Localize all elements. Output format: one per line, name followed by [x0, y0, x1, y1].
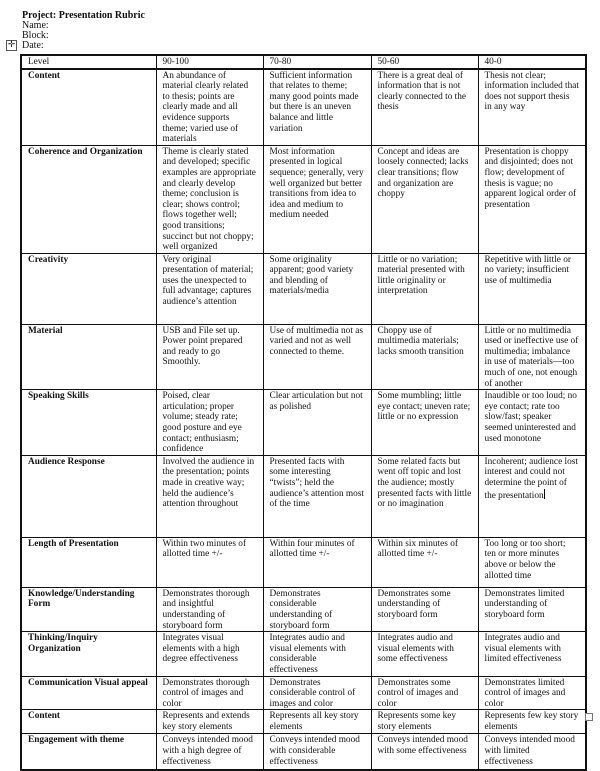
rubric-cell[interactable]: Repetitive with little or no variety; insufficient use of multimedia [478, 253, 586, 324]
rubric-cell[interactable]: Little or no variation; material presented with little originality or interpretation [371, 253, 478, 324]
rubric-cell[interactable]: Thesis not clear; information included that does not support thesis in any way [478, 69, 586, 146]
table-row [21, 69, 586, 146]
rubric-cell[interactable]: Most information presented in logical sequence; generally, very well organized but better transitions from idea to idea and medium to medium needed [263, 145, 371, 253]
rubric-table [20, 54, 587, 771]
rubric-cell[interactable]: Integrates audio and visual elements with considerable effectiveness [263, 632, 371, 676]
rubric-cell[interactable]: Presented facts with some interesting “twists”; held the audience’s attention most of the time [263, 455, 371, 537]
rubric-cell[interactable]: Demonstrates considerable control of images and color [263, 676, 371, 710]
table-row [21, 632, 586, 676]
column-header-90-100[interactable]: 90-100 [156, 55, 263, 69]
rubric-cell[interactable]: Demonstrates some control of images and color [371, 676, 478, 710]
rubric-cell[interactable]: Choppy use of multimedia materials; lacks smooth transition [371, 324, 478, 390]
rubric-cell[interactable]: Demonstrates considerable understanding of storyboard form [263, 587, 371, 631]
table-row [21, 455, 586, 537]
table-row [21, 734, 586, 770]
table-row [21, 324, 586, 390]
criterion-cell[interactable]: Engagement with theme [21, 734, 156, 770]
document-title: Project: Presentation Rubric [22, 10, 145, 21]
block-field-label[interactable]: Block: [22, 30, 49, 41]
rubric-cell[interactable]: Little or no multimedia used or ineffective use of multimedia; imbalance in use of materials—too much of one, not enough of another [478, 324, 586, 390]
table-row [21, 676, 586, 710]
column-header-50-60[interactable]: 50-60 [371, 55, 478, 69]
criterion-cell[interactable]: Audience Response [21, 455, 156, 537]
rubric-cell[interactable]: Involved the audience in the presentation; points made in creative way; held the audience’s attention throughout [156, 455, 263, 537]
rubric-cell[interactable]: An abundance of material clearly related to thesis; points are clearly made and all evidence supports theme; varied use of materials [156, 69, 263, 146]
criterion-cell[interactable]: Speaking Skills [21, 390, 156, 456]
document-header [22, 11, 145, 51]
rubric-cell[interactable]: Some originality apparent; good variety and blending of materials/media [263, 253, 371, 324]
rubric-cell[interactable]: Conveys intended mood with some effectiveness [371, 734, 478, 770]
column-header-70-80[interactable]: 70-80 [263, 55, 371, 69]
rubric-cell[interactable]: Represents all key story elements [263, 710, 371, 734]
criterion-cell[interactable]: Knowledge/Understanding Form [21, 587, 156, 631]
rubric-cell[interactable]: There is a great deal of information that is not clearly connected to the thesis [371, 69, 478, 146]
rubric-cell[interactable]: Too long or too short; ten or more minutes above or below the allotted time [478, 537, 586, 587]
table-row [21, 710, 586, 734]
rubric-cell[interactable]: Demonstrates limited control of images and color [478, 676, 586, 710]
criterion-cell[interactable]: Content [21, 69, 156, 146]
rubric-cell[interactable]: Represents some key story elements [371, 710, 478, 734]
table-row [21, 537, 586, 587]
rubric-cell[interactable]: Presentation is choppy and disjointed; does not flow; development of thesis is vague; no apparent logical order of presentation [478, 145, 586, 253]
rubric-cell[interactable]: Theme is clearly stated and developed; specific examples are appropriate and clearly develop theme; conclusion is clear; shows control; flows together well; good transitions; succinct but not choppy; well organized [156, 145, 263, 253]
criterion-cell[interactable]: Content [21, 710, 156, 734]
rubric-cell[interactable]: Demonstrates some understanding of storyboard form [371, 587, 478, 631]
rubric-cell[interactable]: Some mumbling; little eye contact; uneven rate; little or no expression [371, 390, 478, 456]
name-field-label[interactable]: Name: [22, 20, 49, 31]
rubric-cell[interactable]: Conveys intended mood with limited effectiveness [478, 734, 586, 770]
rubric-cell[interactable]: Within four minutes of allotted time +/- [263, 537, 371, 587]
rubric-cell[interactable]: Conveys intended mood with a high degree of effectiveness [156, 734, 263, 770]
rubric-cell[interactable]: Sufficient information that relates to theme; many good points made but there is an uneven balance and little variation [263, 69, 371, 146]
rubric-cell[interactable]: Demonstrates thorough and insightful understanding of storyboard form [156, 587, 263, 631]
date-field-label[interactable]: Date: [22, 40, 44, 51]
rubric-cell[interactable]: Some related facts but went off topic and lost the audience; mostly presented facts with little or no imagination [371, 455, 478, 537]
rubric-cell[interactable]: Within two minutes of allotted time +/- [156, 537, 263, 587]
table-move-handle-icon[interactable]: ✛ [7, 40, 16, 50]
cell-text: Incoherent; audience lost interest and could not determine the point of the presentation [484, 456, 578, 501]
rubric-cell[interactable]: Inaudible or too loud; no eye contact; rate too slow/fast; speaker seemed uninterested and used monotone [478, 390, 586, 456]
rubric-cell[interactable]: Represents few key story elements [478, 710, 586, 734]
criterion-cell[interactable]: Coherence and Organization [21, 145, 156, 253]
table-row [21, 587, 586, 631]
rubric-cell[interactable]: Very original presentation of material; uses the unexpected to full advantage; captures audience’s attention [156, 253, 263, 324]
table-resize-handle-icon[interactable] [585, 713, 593, 721]
rubric-cell[interactable]: Integrates visual elements with a high degree effectiveness [156, 632, 263, 676]
rubric-cell[interactable]: Represents and extends key story elements [156, 710, 263, 734]
criterion-cell[interactable]: Thinking/Inquiry Organization [21, 632, 156, 676]
rubric-cell[interactable]: Concept and ideas are loosely connected; lacks clear transitions; flow and organization are choppy [371, 145, 478, 253]
rubric-cell[interactable]: Conveys intended mood with considerable effectiveness [263, 734, 371, 770]
rubric-cell[interactable] [478, 455, 586, 537]
table-header-row [21, 55, 586, 69]
column-header-level[interactable]: Level [21, 55, 156, 69]
rubric-cell[interactable]: Use of multimedia not as varied and not as well connected to theme. [263, 324, 371, 390]
criterion-cell[interactable]: Material [21, 324, 156, 390]
rubric-cell[interactable]: Poised, clear articulation; proper volume; steady rate; good posture and eye contact; enthusiasm; confidence [156, 390, 263, 456]
table-row [21, 145, 586, 253]
column-header-40-0[interactable]: 40-0 [478, 55, 586, 69]
rubric-cell[interactable]: Integrates audio and visual elements with some effectiveness [371, 632, 478, 676]
table-row [21, 390, 586, 456]
criterion-cell[interactable]: Communication Visual appeal [21, 676, 156, 710]
rubric-cell[interactable]: Clear articulation but not as polished [263, 390, 371, 456]
criterion-cell[interactable]: Length of Presentation [21, 537, 156, 587]
text-cursor [544, 489, 545, 499]
criterion-cell[interactable]: Creativity [21, 253, 156, 324]
rubric-cell[interactable]: Within six minutes of allotted time +/- [371, 537, 478, 587]
rubric-cell[interactable]: USB and File set up. Power point prepared and ready to go Smoothly. [156, 324, 263, 390]
rubric-cell[interactable]: Demonstrates limited understanding of storyboard form [478, 587, 586, 631]
table-row [21, 253, 586, 324]
rubric-cell[interactable]: Demonstrates thorough control of images and color [156, 676, 263, 710]
rubric-cell[interactable]: Integrates audio and visual elements with limited effectiveness [478, 632, 586, 676]
